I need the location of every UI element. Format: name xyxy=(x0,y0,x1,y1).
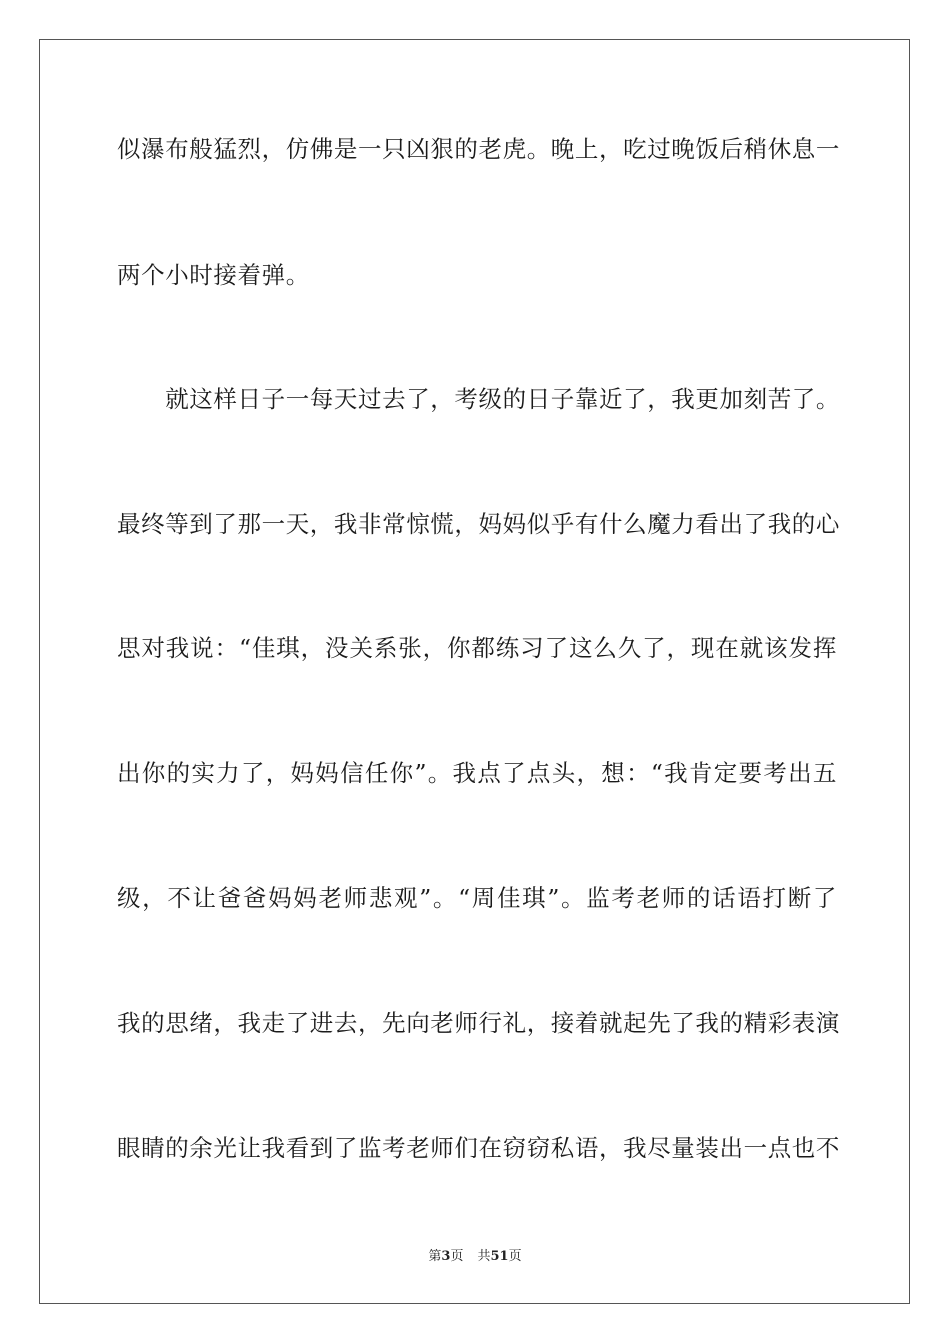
page-prefix: 第 xyxy=(428,1249,442,1264)
page-suffix: 页 xyxy=(450,1249,464,1264)
page-border xyxy=(39,39,910,1304)
total-suffix: 页 xyxy=(508,1249,522,1264)
text-line-4: 最终等到了那一天，我非常惊慌，妈妈似乎有什么魔力看出了我的心 xyxy=(117,510,840,538)
text-line-7: 级，不让爸爸妈妈老师悲观”。“周佳琪”。监考老师的话语打断了 xyxy=(117,884,837,912)
total-prefix: 共 xyxy=(477,1249,491,1264)
text-line-3: 就这样日子一每天过去了，考级的日子靠近了，我更加刻苦了。 xyxy=(117,385,840,413)
text-line-5: 思对我说：“佳琪，没关系张，你都练习了这么久了，现在就该发挥 xyxy=(117,634,837,662)
total-pages: 51 xyxy=(490,1249,509,1264)
text-line-2: 两个小时接着弹。 xyxy=(117,261,310,289)
text-line-1: 似瀑布般猛烈，仿佛是一只凶狠的老虎。晚上，吃过晚饭后稍休息一 xyxy=(117,135,840,163)
page-footer xyxy=(0,1248,950,1266)
text-line-6: 出你的实力了，妈妈信任你”。我点了点头，想：“我肯定要考出五 xyxy=(117,759,837,787)
page-number: 3 xyxy=(441,1249,451,1264)
text-line-9: 眼睛的余光让我看到了监考老师们在窃窃私语，我尽量装出一点也不 xyxy=(117,1134,840,1162)
text-line-8: 我的思绪，我走了进去，先向老师行礼，接着就起先了我的精彩表演 xyxy=(117,1009,840,1037)
